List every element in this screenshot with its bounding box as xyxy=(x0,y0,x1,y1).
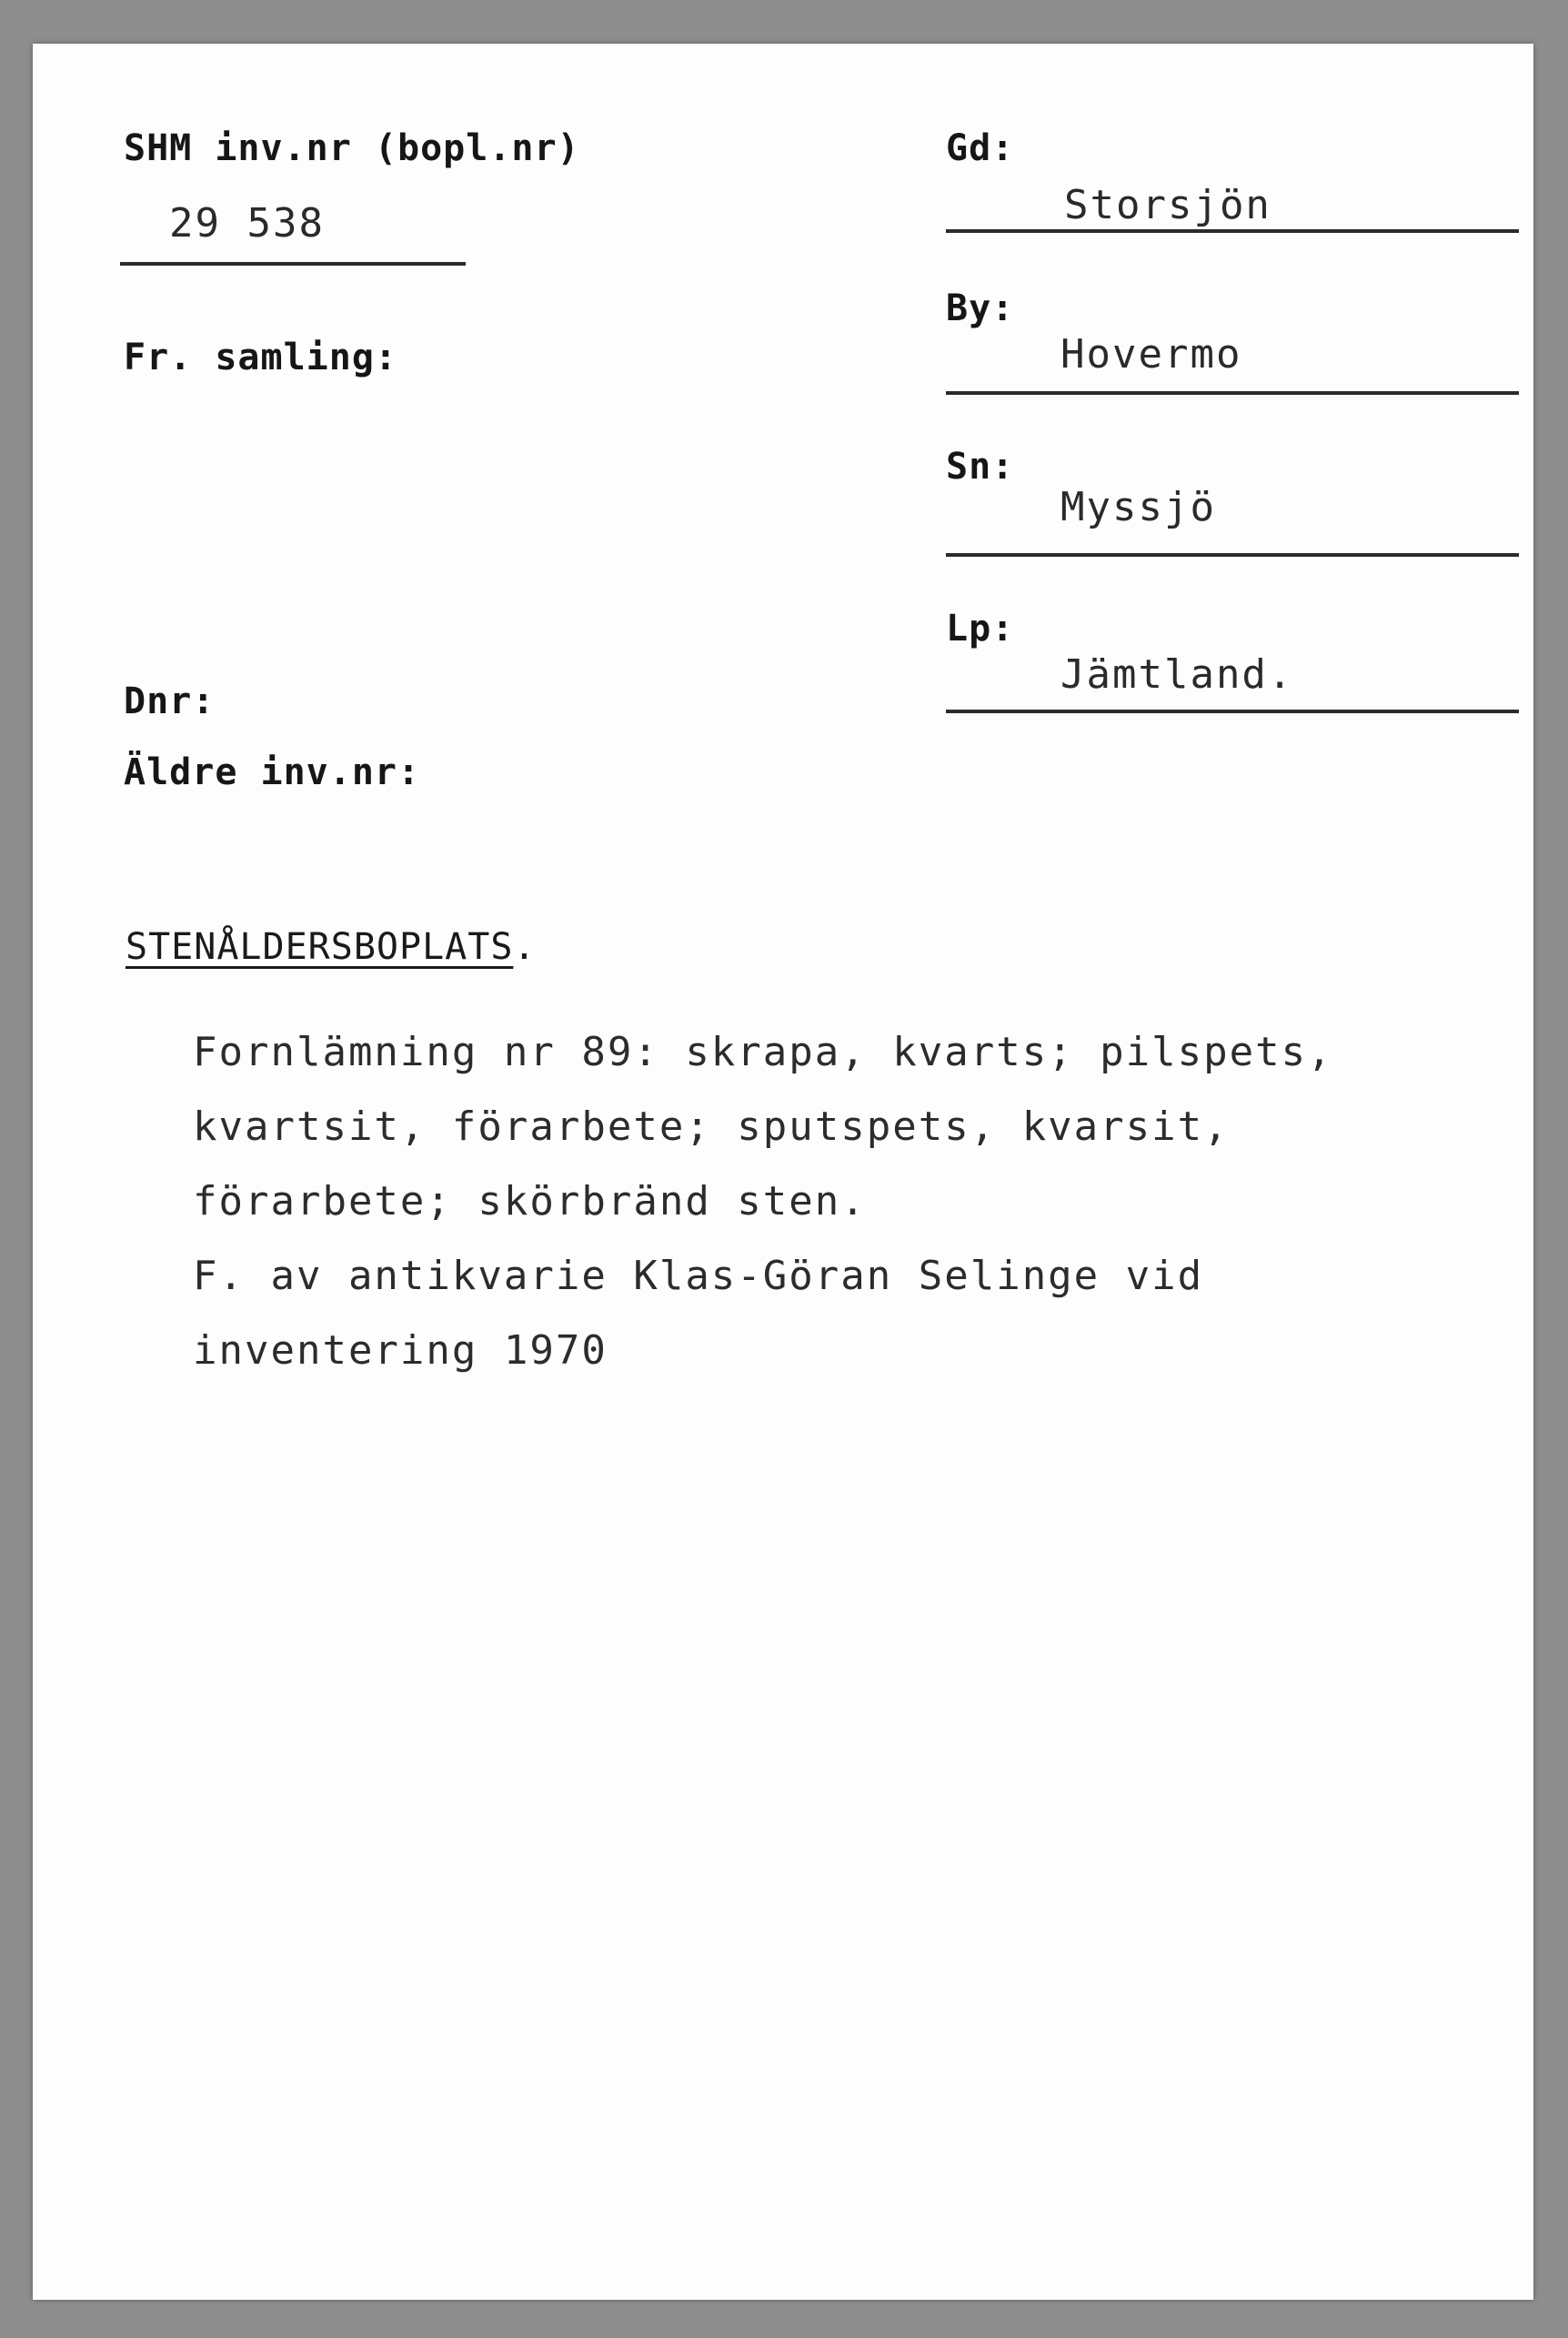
description-line: Fornlämning nr 89: skrapa, kvarts; pilspets, xyxy=(193,1029,1333,1075)
heading-period: . xyxy=(513,926,537,968)
by-label: By: xyxy=(946,287,1015,329)
lp-rule xyxy=(946,710,1519,713)
section-heading xyxy=(126,926,537,968)
description-block xyxy=(193,1015,1503,1388)
fr-samling-label: Fr. samling: xyxy=(124,337,397,378)
description-line: F. av antikvarie Klas-Göran Selinge vid xyxy=(193,1253,1204,1299)
by-value: Hovermo xyxy=(1060,331,1242,378)
inv-label: SHM inv.nr (bopl.nr) xyxy=(124,127,580,169)
gd-value: Storsjön xyxy=(1064,182,1271,228)
inv-rule xyxy=(120,262,466,266)
sn-rule xyxy=(946,553,1519,557)
gd-rule xyxy=(946,229,1519,233)
heading-text: STENÅLDERSBOPLATS xyxy=(126,926,514,968)
sn-label: Sn: xyxy=(946,446,1015,488)
sn-value: Myssjö xyxy=(1060,484,1216,530)
by-rule xyxy=(946,391,1519,395)
description-line: förarbete; skörbränd sten. xyxy=(193,1178,867,1224)
catalog-card xyxy=(33,44,1533,2300)
description-line: kvartsit, förarbete; sputspets, kvarsit, xyxy=(193,1103,1230,1150)
description-line: inventering 1970 xyxy=(193,1327,608,1374)
aldre-inv-label: Äldre inv.nr: xyxy=(124,751,421,793)
lp-value: Jämtland. xyxy=(1060,651,1294,698)
lp-label: Lp: xyxy=(946,608,1015,650)
inv-value: 29 538 xyxy=(169,200,325,247)
gd-label: Gd: xyxy=(946,127,1015,169)
dnr-label: Dnr: xyxy=(124,680,216,722)
